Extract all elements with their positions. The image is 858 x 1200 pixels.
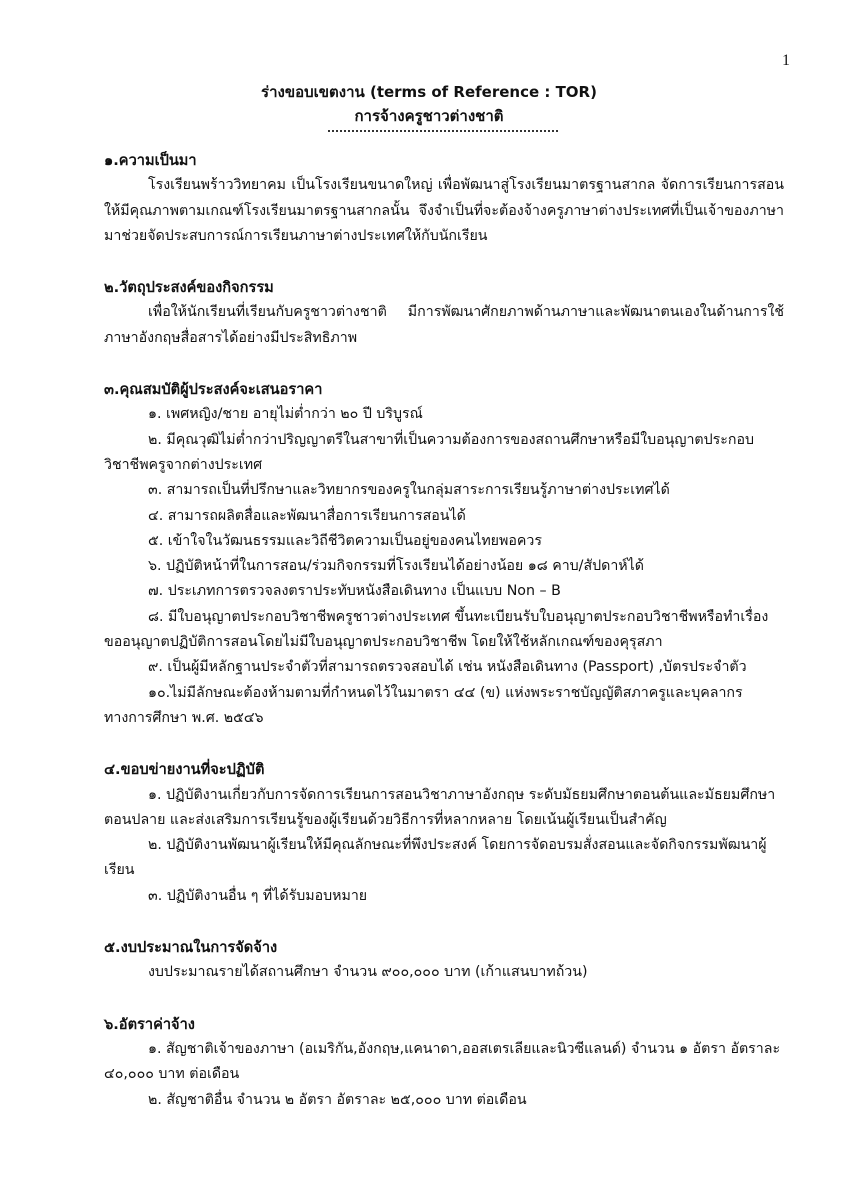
list-item: ๒. ปฏิบัติงานพัฒนาผู้เรียนให้มีคุณลักษณะที่พึงประสงค์ โดยการจัดอบรมสั่งสอนและจัดกิจกรรมพัฒนาผู้เรียน — [104, 837, 767, 879]
section-heading: ๑.ความเป็นมา — [104, 152, 197, 169]
section-budget — [104, 935, 784, 986]
list-item: ๑๐.ไม่มีลักษณะต้องห้ามตามที่กำหนดไว้ในมาตรา ๔๔ (ข) แห่งพระราชบัญญัติสภาครูและบุคลากรทางการศึกษา พ.ศ. ๒๕๔๖ — [104, 684, 743, 726]
section-wage-rates — [104, 1012, 784, 1113]
section-paragraph: เพื่อให้นักเรียนที่เรียนกับครูชาวต่างชาติ มีการพัฒนาศักยภาพด้านภาษาและพัฒนาตนเองในด้านการใช้ภาษาอังกฤษสื่อสารได้อย่างมีประสิทธิภาพ — [104, 304, 784, 346]
section-scope-of-work — [104, 757, 784, 909]
document-title — [0, 80, 858, 128]
list-item: ๑. สัญชาติเจ้าของภาษา (อเมริกัน,อังกฤษ,แคนาดา,ออสเตรเลียและนิวซีแลนด์) จำนวน ๑ อัตรา อัตราละ ๔๐,๐๐๐ บาท ต่อเดือน — [104, 1040, 781, 1083]
list-item: ๖. ปฏิบัติหน้าที่ในการสอน/ร่วมกิจกรรมที่โรงเรียนได้อย่างน้อย ๑๘ คาบ/สัปดาห์ได้ — [148, 558, 645, 575]
list-item: ๑. ปฏิบัติงานเกี่ยวกับการจัดการเรียนการสอนวิชาภาษาอังกฤษ ระดับมัธยมศึกษาตอนต้นและมัธยมศึกษาตอนปลาย และส่งเสริมการเรียนรู้ของผู้เรียนด้วยวิธีการที่หลากหลาย โดยเน้นผู้เรียนเป็นสำคัญ — [104, 786, 776, 828]
list-item: ๕. เข้าใจในวัฒนธรรมและวิถีชีวิตความเป็นอยู่ของคนไทยพอควร — [148, 532, 542, 549]
section-heading: ๒.วัตถุประสงค์ของกิจกรรม — [104, 279, 274, 297]
list-item: ๒. สัญชาติอื่น จำนวน ๒ อัตรา อัตราละ ๒๕,๐๐๐ บาท ต่อเดือน — [148, 1091, 527, 1108]
section-heading: ๖.อัตราค่าจ้าง — [104, 1015, 195, 1033]
list-item: ๗. ประเภทการตรวจลงตราประทับหนังสือเดินทาง เป็นแบบ Non – B — [148, 583, 561, 600]
title-line-2: การจ้างครูชาวต่างชาติ — [354, 107, 504, 125]
list-item: ๑. เพศหญิง/ชาย อายุไม่ต่ำกว่า ๒๐ ปี บริบูรณ์ — [148, 406, 423, 423]
list-item: ๘. มีใบอนุญาตประกอบวิชาชีพครูชาวต่างประเทศ ขึ้นทะเบียนรับใบอนุญาตประกอบวิชาชีพหรือทำเรื่องขออนุญาตปฏิบัติการสอนโดยไม่มีใบอนุญาตประกอบวิชาชีพ โดยให้ใช้หลักเกณฑ์ของคุรุสภา — [104, 608, 769, 651]
section-qualifications — [104, 377, 784, 731]
section-heading: ๓.คุณสมบัติผู้ประสงค์จะเสนอราคา — [104, 381, 323, 399]
section-heading: ๔.ขอบข่ายงานที่จะปฏิบัติ — [104, 761, 265, 779]
section-heading: ๕.งบประมาณในการจัดจ้าง — [104, 939, 278, 957]
page-number: 1 — [782, 52, 790, 69]
list-item: ๒. มีคุณวุฒิไม่ต่ำกว่าปริญญาตรีในสาขาที่เป็นความต้องการของสถานศึกษาหรือมีใบอนุญาตประกอบวิชาชีพครูจากต่างประเทศ — [104, 431, 754, 473]
section-paragraph: งบประมาณรายได้สถานศึกษา จำนวน ๙๐๐,๐๐๐ บาท (เก้าแสนบาทถ้วน) — [148, 964, 588, 981]
section-paragraph: โรงเรียนพร้าววิทยาคม เป็นโรงเรียนขนาดใหญ่ เพื่อพัฒนาสู่โรงเรียนมาตรฐานสากล จัดการเรียนการสอนให้มีคุณภาพตามเกณฑ์โรงเรียนมาตรฐานสากลนั้น จึงจำเป็นที่จะต้องจ้างครูภาษาต่างประเทศที่เป็นเจ้าของภาษามาช่วยจัดประสบการณ์การเรียนภาษาต่างประเทศให้กับนักเรียน — [104, 177, 784, 244]
list-item: ๔. สามารถผลิตสื่อและพัฒนาสื่อการเรียนการสอนได้ — [148, 507, 466, 524]
list-item: ๓. สามารถเป็นที่ปรึกษาและวิทยากรของครูในกลุ่มสาระการเรียนรู้ภาษาต่างประเทศได้ — [148, 482, 670, 499]
document-body — [104, 148, 784, 1113]
section-objectives — [104, 275, 784, 351]
title-line-1: ร่างขอบเขตงาน (terms of Reference : TOR) — [261, 83, 597, 101]
list-item: ๓. ปฏิบัติงานอื่น ๆ ที่ได้รับมอบหมาย — [148, 887, 368, 904]
dotted-separator — [328, 130, 558, 132]
section-background — [104, 148, 784, 249]
list-item: ๙. เป็นผู้มีหลักฐานประจำตัวที่สามารถตรวจสอบได้ เช่น หนังสือเดินทาง (Passport) ,บัตรประจำตัว — [148, 659, 747, 676]
